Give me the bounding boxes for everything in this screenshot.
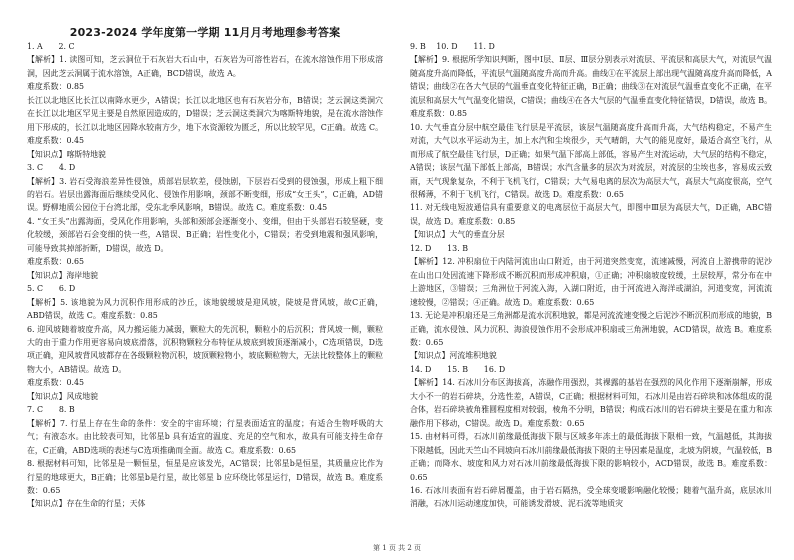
- left-para: 6. 迎风坡随着坡度升高，风力搬运能力减弱，颗粒大的先沉积，颗粒小的后沉积；背风坡一侧，颗粒大的由于重力作用更容易向坡底滑落，沉积物颗粒分布特征从坡底到坡顶逐渐减小，C选项错误，D选项正确，迎风坡背风坡都存在各级颗粒物沉积，坡顶颗粒物小，坡底颗粒物大，无法比较整体上的颗粒物大小，AB错误。故选 D。: [27, 324, 383, 374]
- left-para: 8. 根据材料可知，比邻星是一颗恒星，恒星是应该发光，AC错误；比邻星b是恒星，其质量应比作为行星的地球更大，B正确；比邻星b是行星，故比邻星 b 应环绕比邻星运行，D错误，故选 B。难度系数：0.65: [27, 459, 383, 495]
- right-answer-line: 9. B 10. D 11. D: [410, 42, 495, 51]
- right-para: 16. 石冰川表面有岩石碎屑覆盖，由于岩石隔热，受全球变暖影响融化较慢；随着气温升高，底层冰川消融，石冰川运动速度加快，可能诱发滑坡、泥石流等地质灾: [410, 485, 772, 509]
- left-para: 【解析】1. 读图可知，芝云洞位于石灰岩大石山中，石灰岩为可溶性岩石，在流水溶蚀作用下形成溶洞，因此芝云洞属于流水溶蚀，A正确，BCD错误，故选 A。: [27, 55, 383, 78]
- left-knowledge-point: 【知识点】存在生命的行星；天体: [27, 499, 146, 509]
- right-answer-line: 12. D 13. B: [410, 243, 469, 253]
- right-para: 13. 无论是冲积扇还是三角洲都是流水沉积地貌，都是河流流速变慢之后泥沙不断沉积而形成的地貌，B正确，流水侵蚀、风力沉积、海浪侵蚀作用不会形成冲积扇或三角洲地貌，ACD错误，故选 B。难度系数：0.65: [410, 311, 772, 347]
- left-para: 【解析】5. 该地貌为风力沉积作用形成的沙丘，该地貌缓坡是迎风坡，陡坡是背风坡，故C正确，ABD错误，故选 C。难度系数：0.85: [27, 297, 383, 321]
- page-title: 2023-2024 学年度第一学期 11月月考地理参考答案: [69, 26, 341, 39]
- left-para: 难度系数：0.85: [27, 82, 85, 92]
- left-para: 【解析】3. 岩石受海浪差异性侵蚀，质部岩层软差，侵蚀剧，下层岩石受到的侵蚀强，形成上粗下细的岩石。岩层出露海面后继续受风化、侵蚀作用影响，颈部不断变细，形成“女王头”，C正确，AD错误。野柳地质公园位于台湾北部，受东北季风影响，B错误。故选 C。难度系数：0.45: [27, 176, 383, 213]
- right-para: 【解析】14. 石冰川分布区海拔高，冻融作用强烈，其裸露的基岩在强烈的风化作用下逐渐崩解，形成大小不一的岩石碎块，分选性差，A错误，C正确；根据材料可知，石冰川是由岩石碎块和冰体组成的混合体，岩石碎块被角雅圆程度相对较弱，棱角不分明，B错误；构成石冰川的岩石碎块主要是在重力和冻融作用下移动，C错误。故选 D。难度系数：0.65: [410, 378, 772, 428]
- left-para: 难度系数：0.65: [27, 257, 85, 267]
- right-para: 11. 对无线电短波通信具有重要意义的电离层位于高层大气，即图中Ⅲ层为高层大气，D正确，ABC错误，故选 D。难度系数：0.85: [410, 203, 772, 226]
- right-para: 【解析】9. 根据所学知识判断，图中Ⅰ层、Ⅱ层、Ⅲ层分别表示对流层、平流层和高层大气，对流层气温随高度升高而降低，平流层气温随高度升高而升高。曲线①在平流层上部出现气温随高度升高而降低，A错误；曲线②在各大气层的气温垂直变化特征正确，B正确；曲线③在对流层气温垂直变化不正确，在平流层和高层大气气温变化错误，C错误；曲线④在各大气层的气温垂直变化特征错误，D错误，故选 B。难度系数：0.85: [410, 55, 772, 119]
- left-answer-line: 7. C 8. B: [27, 405, 75, 415]
- left-para: 4. “女王头”出露海面，受风化作用影响，头部和颈部会逐渐变小、变细，但由于头部岩石较坚硬，变化较缓，颈部岩石会变细的快一些，A错误、B正确；岩性变化小，C错误；若受到地震和强风影响，可能导致其掉部折断，D错误，故选 D。: [27, 216, 383, 253]
- left-answer-line: 3. C 4. D: [27, 163, 76, 173]
- left-para: 1. A 2. C: [27, 42, 75, 51]
- right-para: 10. 大气垂直分层中航空最佳飞行层是平流层，该层气温随高度升高而升高，大气结构稳定，不易产生对流，大气以水平运动为主，加上水汽和尘埃很少，天气晴朗，大气的能见度好，最适合高空飞行，从而形成了航空最佳飞行层，D正确；如果气温下部高上部低，容易产生对流运动，大气层的结构不稳定，A错误；该层气温下部低上部高，B错误；水汽含量多的层次为对流层，对流层的尘埃也多，容易成云致雨，天气现象复杂，不利于飞机飞行，C错误；大气易电离的层次为高层大气，高层大气高度很高，空气很稀薄，不利于飞机飞行，C错误。故选 D。难度系数：0.65: [410, 122, 772, 199]
- left-para: 长江以北地区比长江以南降水更少，A错误；长江以北地区也有石灰岩分布，B错误；芝云洞这类洞穴在长江以北地区罕见主要是自然原因造成的，D错误；芝云洞这类洞穴为喀斯特地貌，是在流水溶蚀作用下形成的，长江以北地区因降水较南方少，地下水资源较为匮乏，所以比较罕见，C正确。故选 C。难度系数：0.45: [27, 95, 383, 146]
- left-para: 难度系数：0.45: [27, 378, 85, 388]
- left-answer-line: 5. C 6. D: [27, 284, 76, 294]
- left-knowledge-point: 【知识点】风成地貌: [27, 391, 99, 401]
- right-para: 15. 由材料可得，石冰川前缘最低海拔下限与区域多年冻土的最低海拔下限相一致，气温越低，其海拔下限越低，因此天竺山不同坡向石冰川前缘最低海拔下限的主导因素是温度，北坡为阴坡，气温较低，B正确；而降水、坡度和风力对石冰川前缘最低海拔下限的影响较小，ACD错误，故选 B。难度系数：0.65: [410, 432, 772, 482]
- right-knowledge-point: 【知识点】大气的垂直分层: [410, 230, 505, 240]
- right-column: [410, 40, 772, 511]
- right-answer-line: 14. D 15. B 16. D: [410, 364, 506, 374]
- left-column: [27, 40, 383, 511]
- left-para: 【解析】7. 行星上存在生命的条件：安全的宇宙环境；行星表面适宜的温度；有适合生物呼吸的大气；有液态水。由比较表可知，比邻星b 具有适宜的温度、充足的空气和水，故具有可能支持生命存在，C正确，ABD选项的表述与C选项推确而全面。故选 C。难度系数：0.65: [27, 418, 383, 455]
- right-knowledge-point: 【知识点】河流堆积地貌: [410, 351, 497, 361]
- left-knowledge-point: 【知识点】海岸地貌: [27, 270, 99, 280]
- left-knowledge-point: 【知识点】喀斯特地貌: [27, 149, 106, 159]
- right-para: 【解析】12. 冲积扇位于内陆河流出山口附近，由于河道突然变宽，流速减慢，河流自上游携带的泥沙在山出口处因流速下降形成不断沉积而形成冲积扇，①正确；冲积扇坡度较缓，土层较厚，常分布在中上游地区，③错误；三角洲位于河流入海，入湖口附近，由于河流进入海洋或湖泊，河道变宽，河流流速较慢，②错误；④正确。故选 D。难度系数：0.65: [410, 257, 772, 307]
- page-footer: 第 1 页 共 2 页: [372, 544, 422, 552]
